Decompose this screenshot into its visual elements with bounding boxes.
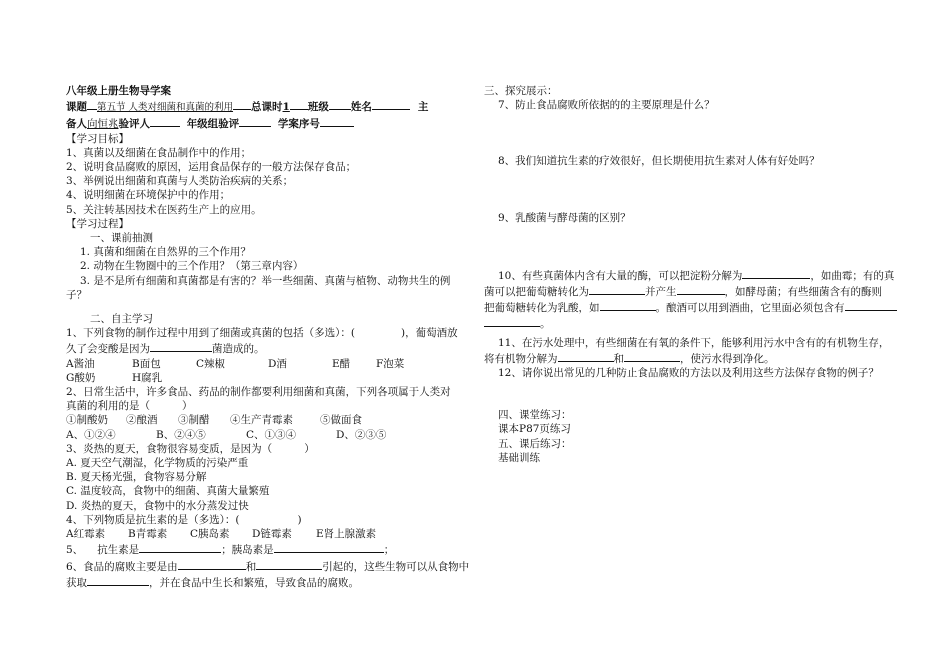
blank[interactable] <box>329 98 351 110</box>
q11-line1: 11、在污水处理中，有些细菌在有氧的条件下，能够利用污水中含有的有机物生存， <box>498 336 890 349</box>
blank[interactable] <box>372 98 410 110</box>
section-3-title: 三、探究展示： <box>484 85 558 97</box>
group-label: 年级组验评 <box>186 118 240 131</box>
topic-value: 第五节 人类对细菌和真菌的利用 <box>97 102 234 114</box>
q6-line2: 获取 ，并在食品中生长和繁殖，导致食品的腐败。 <box>66 574 466 590</box>
goal-item: 1、真菌以及细菌在食品制作中的作用； <box>66 146 252 159</box>
answer-blank[interactable] <box>624 350 680 362</box>
q10-line4: 。 <box>484 315 889 331</box>
number-label: 学案序号 <box>277 118 320 131</box>
checker-label: 验评人 <box>118 118 150 131</box>
q1-options-2: G酸奶 H腐乳 <box>66 371 163 384</box>
blank[interactable] <box>320 115 354 127</box>
header-row-1: 课题 第五节 人类对细菌和真菌的利用 总课时1 班级 姓名 主 <box>66 98 466 115</box>
section-1-title: 一、课前抽测 <box>90 232 153 245</box>
q3-option-a: A. 夏天空气潮湿，化学物质的污染严重 <box>66 457 249 470</box>
section-5-text: 基础训练 <box>498 451 540 464</box>
q1-options-1: A酱油 B面包 C辣椒 D酒 E醋 F泡菜 <box>66 357 405 370</box>
q6-line1: 6、食品的腐败主要是由 和 引起的，这些生物可以从食物中 <box>66 558 466 574</box>
header-row-2: 备人向恒兆验评人 年级组验评 学案序号 <box>66 115 466 131</box>
process-heading: 【学习过程】 <box>66 217 129 230</box>
goal-item: 2、说明食品腐败的原因，运用食品保存的一般方法保存食品； <box>66 161 357 174</box>
q8: 8、我们知道抗生素的疗效很好，但长期使用抗生素对人体有好处吗？ <box>498 155 820 168</box>
answer-blank[interactable] <box>600 299 656 311</box>
blank[interactable] <box>233 98 251 110</box>
right-column <box>484 84 895 465</box>
answer-blank[interactable] <box>845 299 897 311</box>
doc-title: 八年级上册生物导学案 <box>66 85 171 97</box>
q5-line: 5、 抗生素是 ；胰岛素是 ； <box>66 541 466 557</box>
answer-blank[interactable] <box>589 283 645 295</box>
q1-line1: 1、下列食物的制作过程中用到了细菌或真菌的包括（多选）：( )，葡萄酒放 <box>66 327 458 340</box>
blank[interactable] <box>87 98 97 110</box>
answer-blank[interactable] <box>742 267 810 279</box>
q7: 7、防止食品腐败所依据的的主要原理是什么？ <box>498 99 715 112</box>
goal-item: 5、关注转基因技术在医药生产上的应用。 <box>66 203 262 216</box>
q2-line2: 真菌的利用的是（ ） <box>66 400 193 413</box>
class-label: 班级 <box>307 101 329 114</box>
preparer-value: 向恒兆 <box>87 118 119 131</box>
pretest-q2: 2. 动物在生物圈中的三个作用？（第三章内容） <box>80 260 304 273</box>
q1-line2: 久了会变酸是因为 菌造成的。 <box>66 340 466 356</box>
q11-line2: 将有机物分解为 和 ，使污水得到净化。 <box>484 350 889 366</box>
q4-options: A红霉素 B青霉素 C胰岛素 D链霉素 E肾上腺激素 <box>66 528 377 541</box>
q2-line1: 2、日常生活中，许多食品、药品的制作都要利用细菌和真菌，下列各项属于人类对 <box>66 386 451 399</box>
q2-options: A、①②④ B、②④⑤ C、①③④ D、②③⑤ <box>66 428 387 441</box>
q2-items: ①制酸奶 ②酿酒 ③制醋 ④生产青霉素 ⑤做面食 <box>66 414 362 427</box>
q12: 12、请你说出常见的几种防止食品腐败的方法以及利用这些方法保存食物的例子？ <box>498 367 879 380</box>
q10-line1: 10、有些真菌体内含有大量的酶，可以把淀粉分解为 ，如曲霉；有的真 <box>484 267 889 283</box>
q3-option-d: D. 炎热的夏天，食物中的水分蒸发过快 <box>66 499 249 512</box>
blank[interactable] <box>290 98 308 110</box>
answer-blank[interactable] <box>150 340 212 352</box>
name-label: 姓名 <box>350 101 372 114</box>
blank[interactable] <box>150 115 180 127</box>
q3-option-b: B. 夏天杨光强，食物容易分解 <box>66 471 207 484</box>
hours-value: 1 <box>282 101 290 114</box>
section-2-title: 二、自主学习 <box>90 313 153 326</box>
answer-blank[interactable] <box>87 574 149 586</box>
hours-label: 总课时 <box>251 101 283 114</box>
answer-blank[interactable] <box>484 315 540 327</box>
q4-stem: 4、下列物质是抗生素的是（多选）：( ) <box>66 513 302 526</box>
section-5-title: 五、课后练习： <box>498 437 572 450</box>
q3-stem: 3、炎热的夏天，食物很容易变质，是因为（ ） <box>66 442 315 455</box>
pretest-q1: 1. 真菌和细菌在自然界的三个作用？ <box>80 246 251 259</box>
answer-blank[interactable] <box>256 558 322 570</box>
section-4-text: 课本P87页练习 <box>498 423 571 436</box>
answer-blank[interactable] <box>139 541 221 553</box>
left-column <box>66 84 470 590</box>
section-4-title: 四、课堂练习： <box>498 409 572 422</box>
q9: 9、乳酸菌与酵母菌的区别？ <box>498 211 631 224</box>
goal-item: 4、说明细菌在环境保护中的作用； <box>66 189 231 202</box>
q10-line2: 菌可以把葡萄糖转化为 并产生 ，如酵母菌；有些细菌含有的酶则 <box>484 283 889 299</box>
pretest-q3: 3. 是不是所有细菌和真菌都是有害的？举一些细菌、真菌与植物、动物共生的例 <box>80 274 451 287</box>
goal-item: 3、举例说出细菌和真菌与人类防治疾病的关系； <box>66 175 294 188</box>
q10-line3: 把葡萄糖转化为乳酸，如 。酿酒可以用到酒曲，它里面必须包含有 <box>484 299 889 315</box>
topic-label: 课题 <box>66 101 87 114</box>
q3-option-c: C. 温度较高，食物中的细菌、真菌大量繁殖 <box>66 485 270 498</box>
answer-blank[interactable] <box>677 283 725 295</box>
answer-blank[interactable] <box>558 350 614 362</box>
answer-blank[interactable] <box>274 541 384 553</box>
pretest-q3-cont: 子？ <box>66 288 87 301</box>
answer-blank[interactable] <box>178 558 246 570</box>
blank[interactable] <box>239 115 271 127</box>
goals-heading: 【学习目标】 <box>66 132 129 145</box>
